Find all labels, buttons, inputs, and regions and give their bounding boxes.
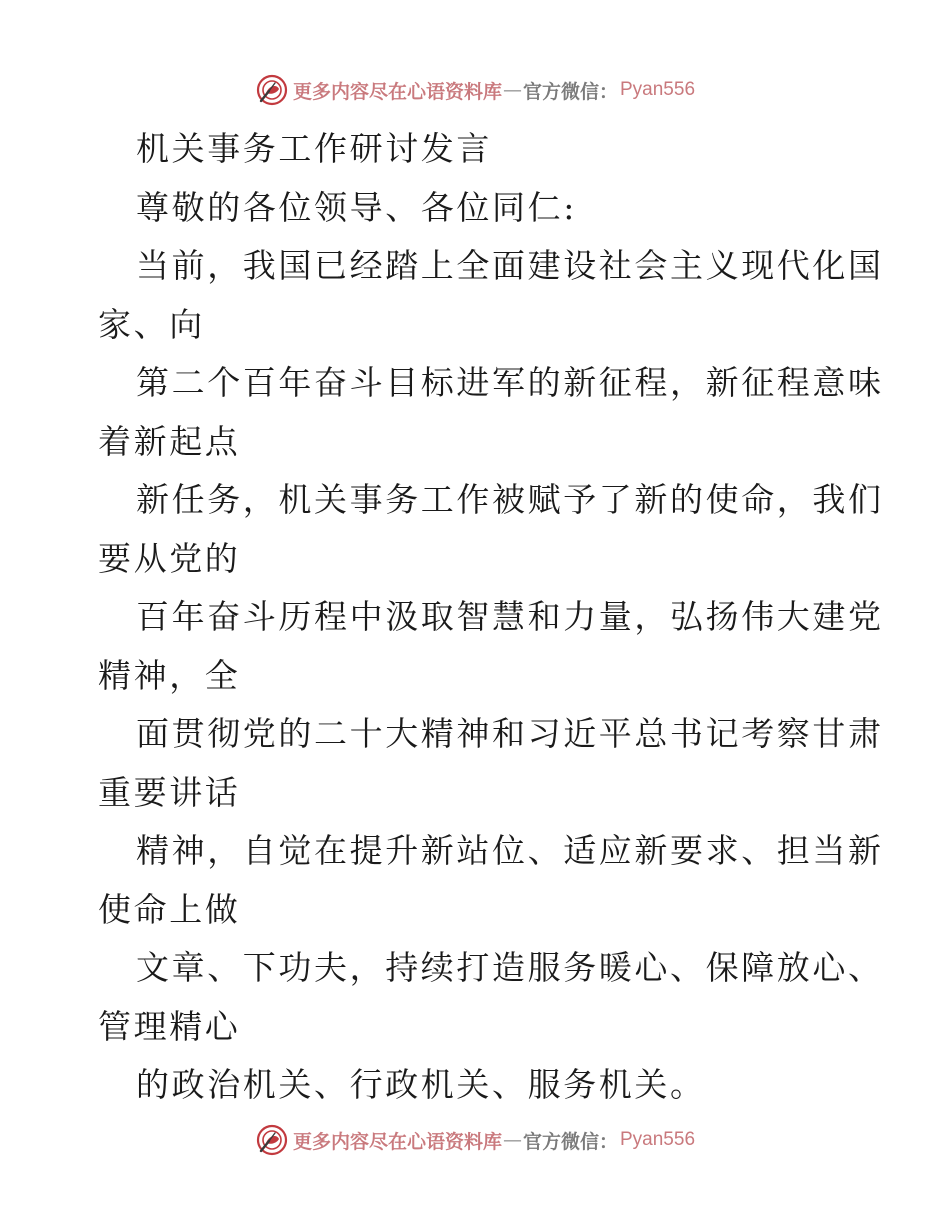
paragraph-line: 精神，自觉在提升新站位、适应新要求、担当新 xyxy=(136,831,884,870)
paragraph-line: 的政治机关、行政机关、服务机关。 xyxy=(136,1065,706,1104)
watermark-brand: 更多内容尽在心语资料库 xyxy=(292,1130,502,1153)
rose-seal-icon xyxy=(255,73,289,107)
paragraph-line: 着新起点 xyxy=(98,421,241,461)
salutation: 尊敬的各位领导、各位同仁: xyxy=(136,187,577,227)
paragraph-line: 使命上做 xyxy=(98,889,241,929)
paragraph-line: 当前，我国已经踏上全面建设社会主义现代化国 xyxy=(136,246,884,285)
paragraph-line: 第二个百年奋斗目标进军的新征程，新征程意味 xyxy=(136,363,884,402)
paragraph-line: 百年奋斗历程中汲取智慧和力量，弘扬伟大建党 xyxy=(136,597,884,636)
watermark-official-label: 官方微信： xyxy=(522,80,618,103)
watermark-account: Pyan556 xyxy=(620,79,696,100)
watermark-brand: 更多内容尽在心语资料库 xyxy=(292,80,502,103)
header-watermark xyxy=(0,72,950,108)
watermark-official-label: 官方微信： xyxy=(522,1130,618,1153)
paragraph-line: 新任务，机关事务工作被赋予了新的使命，我们 xyxy=(136,480,884,519)
watermark-dash: — xyxy=(502,1129,522,1151)
document-body xyxy=(98,124,884,1119)
watermark-dash: — xyxy=(502,79,522,101)
paragraph-line: 管理精心 xyxy=(98,1006,241,1046)
paragraph-line: 家、向 xyxy=(98,304,205,344)
paragraph-line: 精神，全 xyxy=(98,655,241,695)
paragraph-line: 重要讲话 xyxy=(98,772,241,812)
paragraph-line: 文章、下功夫，持续打造服务暖心、保障放心、 xyxy=(136,948,884,987)
footer-watermark xyxy=(0,1122,950,1158)
paragraph-line: 要从党的 xyxy=(98,538,241,578)
rose-seal-icon xyxy=(255,1123,289,1157)
document-title: 机关事务工作研讨发言 xyxy=(136,129,492,168)
watermark-account: Pyan556 xyxy=(620,1129,696,1150)
paragraph-line: 面贯彻党的二十大精神和习近平总书记考察甘肃 xyxy=(136,714,884,753)
